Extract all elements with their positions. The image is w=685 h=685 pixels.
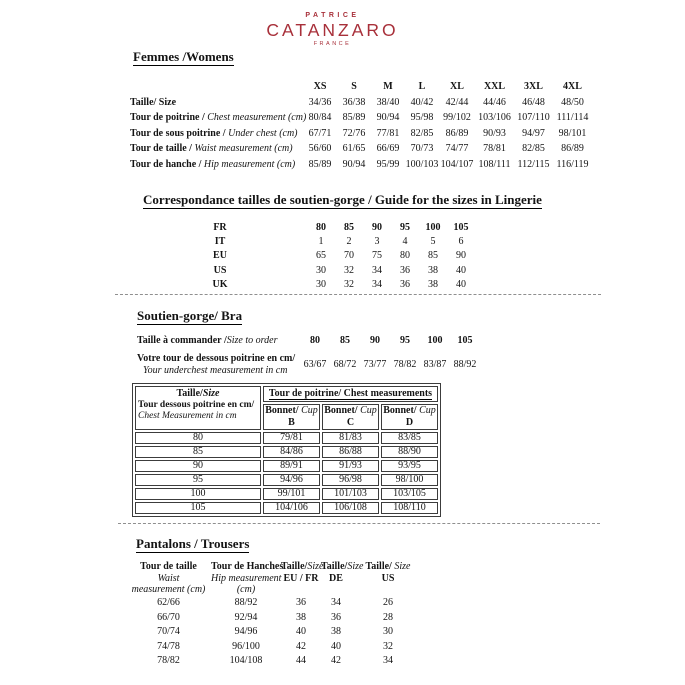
size-value-cell: 107/110 — [517, 112, 550, 124]
conversion-value-cell: 38 — [428, 264, 438, 276]
size-value-cell: 108/111 — [478, 158, 511, 170]
conversion-row — [195, 249, 685, 263]
country-label: UK — [212, 279, 228, 291]
size-value-cell: 80/84 — [308, 112, 332, 124]
measurement-row — [130, 110, 685, 126]
size-value-cell: 103/106 — [478, 112, 511, 124]
cup-header-cell — [263, 404, 320, 430]
size-value-cell: 95/98 — [410, 112, 434, 124]
femmes-heading: Femmes /Womens — [133, 49, 234, 64]
row-label-fr: Taille/ Size — [130, 96, 177, 108]
cup-label-fr: Bonnet/ — [383, 405, 417, 417]
dashed-divider — [115, 294, 601, 295]
conversion-value-cell: 90 — [456, 250, 466, 262]
row-label-fr: Votre tour de dessous poitrine en cm/ — [137, 353, 296, 365]
size-value-cell: 86/89 — [445, 127, 469, 139]
row-label-fr: Tour de sous poitrine / — [130, 127, 226, 139]
size-value-cell: 116/119 — [556, 158, 589, 170]
trousers-value-cell: 38 — [296, 611, 306, 623]
size-header-cell: XXL — [483, 81, 506, 93]
size-value-cell: 74/77 — [445, 143, 469, 155]
bra-size-cell: 100 — [427, 335, 443, 347]
bra-underchest-row — [137, 352, 685, 378]
conversion-value-cell: 95 — [400, 221, 410, 233]
header-en: Size — [307, 561, 324, 573]
row-label — [130, 143, 303, 154]
bra-order-row — [137, 332, 685, 350]
trousers-header-row — [126, 572, 685, 584]
size-header-cell: S — [351, 81, 357, 93]
cup-value-cell: 93/95 — [381, 460, 438, 472]
bra-size-cell: 95 — [400, 335, 410, 347]
row-label — [130, 97, 303, 108]
trousers-row — [126, 610, 685, 625]
conversion-value-cell: 1 — [318, 236, 324, 248]
cup-header-cell — [381, 404, 438, 430]
cup-value-cell: 89/91 — [263, 460, 320, 472]
trousers-value-cell: 32 — [383, 640, 393, 652]
measurement-row — [130, 157, 685, 173]
conversion-value-cell: 65 — [316, 250, 326, 262]
femmes-section-heading — [133, 48, 685, 66]
cup-value-cell: 94/96 — [263, 474, 320, 486]
size-value-cell: 111/114 — [556, 112, 589, 124]
conversion-value-cell: 85 — [428, 250, 438, 262]
bra-section-heading — [137, 307, 685, 325]
conversion-value-cell: 105 — [453, 221, 469, 233]
bra-underchest-cell: 68/72 — [333, 359, 357, 371]
trousers-table — [126, 561, 685, 668]
table-row — [135, 432, 438, 444]
size-value-cell: 90/94 — [342, 158, 366, 170]
size-value-cell: 70/73 — [410, 143, 434, 155]
trousers-value-cell: 66/70 — [157, 611, 180, 623]
trousers-row — [126, 624, 685, 639]
conversion-value-cell: 2 — [346, 236, 352, 248]
trousers-header-cell: EU / FR — [283, 572, 319, 584]
bra-size-cell: 85 — [340, 335, 350, 347]
row-label — [130, 128, 303, 139]
trousers-value-cell: 36 — [296, 597, 306, 609]
size-value-cell: 66/69 — [376, 143, 400, 155]
row-label-en: Under chest (cm) — [228, 127, 298, 139]
corner-title — [138, 388, 258, 400]
band-size-cell: 95 — [135, 474, 261, 486]
row-label — [137, 335, 300, 347]
table-row — [135, 488, 438, 500]
trousers-value-cell: 40 — [296, 626, 306, 638]
size-value-cell: 99/102 — [443, 112, 471, 124]
chest-measurements-label: Tour de poitrine/ Chest measurements — [268, 388, 433, 400]
bra-underchest-cell: 73/77 — [363, 359, 387, 371]
trousers-value-cell: 38 — [331, 626, 341, 638]
trousers-value-cell: 94/96 — [234, 626, 258, 638]
conversion-value-cell: 30 — [316, 279, 326, 291]
row-label — [130, 159, 303, 170]
size-value-cell: 46/48 — [522, 96, 545, 108]
cup-value-cell: 81/83 — [322, 432, 379, 444]
cup-value-cell: 84/86 — [263, 446, 320, 458]
brand-country: FRANCE — [313, 41, 352, 47]
trousers-section-heading — [136, 535, 685, 553]
corner-title-en: Size — [202, 387, 220, 399]
trousers-header-cell — [351, 561, 425, 572]
womens-size-table — [130, 79, 685, 172]
table-row — [135, 446, 438, 458]
conversion-value-cell: 34 — [372, 264, 382, 276]
conversion-value-cell: 40 — [456, 264, 466, 276]
trousers-value-cell: 26 — [383, 597, 393, 609]
trousers-heading: Pantalons / Trousers — [136, 535, 250, 551]
size-value-cell: 90/93 — [483, 127, 506, 139]
bra-underchest-cell: 88/92 — [453, 359, 477, 371]
trousers-value-cell: 74/78 — [157, 640, 180, 652]
trousers-header-cell: US — [381, 572, 395, 584]
band-size-cell: 90 — [135, 460, 261, 472]
row-label-fr: Tour de hanche / — [130, 158, 202, 170]
row-label — [137, 353, 300, 376]
conversion-value-cell: 40 — [456, 279, 466, 291]
measurement-row — [130, 126, 685, 142]
conversion-value-cell: 100 — [425, 221, 441, 233]
trousers-value-cell: 104/108 — [229, 655, 263, 667]
size-value-cell: 86/89 — [561, 143, 584, 155]
row-label-en: Hip measurement (cm) — [203, 158, 296, 170]
conversion-value-cell: 32 — [344, 279, 354, 291]
size-value-cell: 100/103 — [405, 158, 439, 170]
trousers-value-cell: 96/100 — [232, 640, 260, 652]
conversion-value-cell: 80 — [400, 250, 410, 262]
size-value-cell: 48/50 — [561, 96, 584, 108]
corner-title-fr: Taille/ — [176, 387, 203, 399]
size-value-cell: 40/42 — [410, 96, 434, 108]
corner-cell — [135, 386, 261, 430]
size-header-cell: XS — [313, 81, 327, 93]
trousers-header-row — [126, 584, 685, 596]
trousers-value-cell: 42 — [331, 655, 341, 667]
size-header-cell: XL — [450, 81, 464, 93]
trousers-value-cell: 40 — [331, 640, 341, 652]
bra-underchest-cell: 83/87 — [423, 359, 447, 371]
country-label: US — [213, 264, 227, 276]
bra-underchest-cell: 63/67 — [303, 359, 327, 371]
bra-size-cell: 80 — [310, 335, 320, 347]
bra-heading: Soutien-gorge/ Bra — [137, 307, 243, 323]
cup-value-cell: 83/85 — [381, 432, 438, 444]
size-value-cell: 77/81 — [376, 127, 400, 139]
table-row — [135, 460, 438, 472]
bra-size-cell: 90 — [370, 335, 380, 347]
size-value-cell: 82/85 — [522, 143, 545, 155]
cup-label-en: Cup — [360, 405, 377, 417]
cup-value-cell: 86/88 — [322, 446, 379, 458]
conversion-value-cell: 70 — [344, 250, 354, 262]
corner-subtitle-en: Chest Measurement in cm — [138, 410, 237, 421]
conversion-value-cell: 36 — [400, 279, 410, 291]
trousers-header-cell — [281, 561, 324, 573]
conversion-value-cell: 80 — [316, 221, 326, 233]
trousers-value-cell: 30 — [383, 626, 393, 638]
size-value-cell: 42/44 — [445, 96, 469, 108]
conversion-value-cell: 36 — [400, 264, 410, 276]
trousers-value-cell: 36 — [331, 611, 341, 623]
trousers-header-cell — [321, 561, 364, 573]
cup-value-cell: 106/108 — [322, 502, 379, 514]
table-header-row — [135, 386, 438, 402]
conversion-value-cell: 85 — [344, 221, 354, 233]
row-label — [130, 112, 307, 124]
bra-underchest-cell: 78/82 — [393, 359, 417, 371]
trousers-header-cell: measurement (cm) — [131, 584, 206, 596]
trousers-value-cell: 70/74 — [157, 626, 180, 638]
brand-name-small: PATRICE — [305, 12, 360, 19]
table-row — [135, 502, 438, 514]
size-value-cell: 98/101 — [558, 127, 587, 139]
size-header-cell: L — [418, 81, 426, 93]
size-value-cell: 94/97 — [522, 127, 545, 139]
trousers-header-cell: Tour de taille — [140, 561, 197, 573]
cup-letter: B — [288, 416, 295, 428]
row-label-en: Your underchest measurement in cm — [143, 364, 288, 376]
trousers-value-cell: 34 — [383, 655, 393, 667]
header-fr: Taille/ — [365, 561, 395, 573]
cup-value-cell: 108/110 — [381, 502, 438, 514]
cup-value-cell: 103/105 — [381, 488, 438, 500]
lingerie-section-heading — [143, 191, 685, 209]
country-label: FR — [213, 221, 227, 233]
size-value-cell: 90/94 — [376, 112, 400, 124]
size-header-cell: 3XL — [524, 81, 543, 93]
trousers-header-cell: Waist — [157, 572, 180, 584]
trousers-header-row — [126, 561, 685, 573]
header-fr: Taille/ — [321, 561, 348, 573]
trousers-header-cell: DE — [329, 572, 343, 584]
lingerie-heading: Correspondance tailles de soutien-gorge / Guide for the sizes in Lingerie — [143, 192, 542, 207]
trousers-value-cell: 62/66 — [157, 597, 180, 609]
cup-letter: C — [346, 416, 355, 428]
trousers-value-cell: 28 — [383, 611, 393, 623]
trousers-value-cell: 44 — [296, 655, 306, 667]
corner-subtitle-fr: Tour dessous poitrine en cm/ — [138, 399, 255, 410]
lingerie-conversion-table — [195, 220, 685, 292]
size-header-cell: 4XL — [563, 81, 582, 93]
cup-header-cell — [322, 404, 379, 430]
country-label: IT — [214, 236, 226, 248]
size-value-cell: 61/65 — [342, 143, 366, 155]
measurement-row — [130, 95, 685, 111]
conversion-row — [195, 234, 685, 248]
trousers-row — [126, 595, 685, 610]
conversion-value-cell: 90 — [372, 221, 382, 233]
country-label: EU — [213, 250, 227, 262]
cup-value-cell: 98/100 — [381, 474, 438, 486]
conversion-row — [195, 278, 685, 292]
trousers-value-cell: 78/82 — [157, 655, 180, 667]
row-label-en: Size to order — [226, 335, 278, 347]
band-size-cell: 85 — [135, 446, 261, 458]
size-value-cell: 95/99 — [376, 158, 400, 170]
size-value-cell: 112/115 — [517, 158, 550, 170]
brand-name: CATANZARO — [266, 20, 399, 40]
size-value-cell: 104/107 — [440, 158, 474, 170]
band-size-cell: 100 — [135, 488, 261, 500]
conversion-value-cell: 30 — [316, 264, 326, 276]
trousers-header-cell: Hip measurement — [211, 572, 282, 584]
cup-value-cell: 79/81 — [263, 432, 320, 444]
size-value-cell: 38/40 — [376, 96, 400, 108]
cup-letter: D — [405, 416, 414, 428]
header-en: Size — [347, 561, 364, 573]
trousers-value-cell: 92/94 — [234, 611, 258, 623]
conversion-value-cell: 32 — [344, 264, 354, 276]
row-label-fr: Tour de poitrine / — [130, 112, 205, 124]
row-label-fr: Taille à commander / — [137, 335, 227, 347]
trousers-row — [126, 653, 685, 668]
measurement-row — [130, 141, 685, 157]
header-en: Size — [394, 561, 411, 573]
size-value-cell: 82/85 — [410, 127, 434, 139]
size-value-cell: 78/81 — [483, 143, 506, 155]
trousers-value-cell: 34 — [331, 597, 341, 609]
brand-logo — [0, 0, 675, 48]
cup-value-cell: 88/90 — [381, 446, 438, 458]
size-value-cell: 67/71 — [308, 127, 332, 139]
size-value-cell: 34/36 — [308, 96, 332, 108]
size-value-cell: 56/60 — [308, 143, 332, 155]
size-value-cell: 36/38 — [342, 96, 366, 108]
cup-label-fr: Bonnet/ — [265, 405, 299, 417]
size-value-cell: 85/89 — [342, 112, 366, 124]
trousers-header-cell: (cm) — [236, 584, 256, 596]
cup-label-fr: Bonnet/ — [324, 405, 358, 417]
size-value-cell: 72/76 — [342, 127, 366, 139]
cup-label-en: Cup — [301, 405, 318, 417]
cup-value-cell: 101/103 — [322, 488, 379, 500]
size-value-cell: 44/46 — [483, 96, 506, 108]
band-size-cell: 80 — [135, 432, 261, 444]
cup-value-cell: 104/106 — [263, 502, 320, 514]
trousers-row — [126, 639, 685, 654]
cup-value-cell: 99/101 — [263, 488, 320, 500]
conversion-value-cell: 3 — [374, 236, 380, 248]
chest-measurements-header — [263, 386, 438, 402]
header-fr: Taille/ — [281, 561, 308, 573]
dashed-divider — [118, 523, 600, 524]
conversion-row — [195, 263, 685, 277]
trousers-header-cell: Tour de Hanches — [211, 561, 284, 573]
conversion-value-cell: 75 — [372, 250, 382, 262]
row-label-en: Waist measurement (cm) — [194, 143, 293, 155]
conversion-value-cell: 4 — [402, 236, 408, 248]
conversion-row — [195, 220, 685, 234]
cup-value-cell: 96/98 — [322, 474, 379, 486]
size-value-cell: 85/89 — [308, 158, 332, 170]
table-row — [135, 474, 438, 486]
size-header-row — [130, 79, 685, 95]
trousers-value-cell: 42 — [296, 640, 306, 652]
cup-label-en: Cup — [419, 405, 436, 417]
size-header-cell: M — [383, 81, 393, 93]
row-label-fr: Tour de taille / — [130, 143, 192, 155]
conversion-value-cell: 34 — [372, 279, 382, 291]
trousers-value-cell: 88/92 — [234, 597, 258, 609]
bra-cup-table — [132, 383, 441, 517]
row-label-en: Chest measurement (cm) — [207, 112, 307, 124]
bra-size-cell: 105 — [457, 335, 473, 347]
conversion-value-cell: 5 — [430, 236, 436, 248]
cup-value-cell: 91/93 — [322, 460, 379, 472]
band-size-cell: 105 — [135, 502, 261, 514]
conversion-value-cell: 38 — [428, 279, 438, 291]
conversion-value-cell: 6 — [458, 236, 464, 248]
